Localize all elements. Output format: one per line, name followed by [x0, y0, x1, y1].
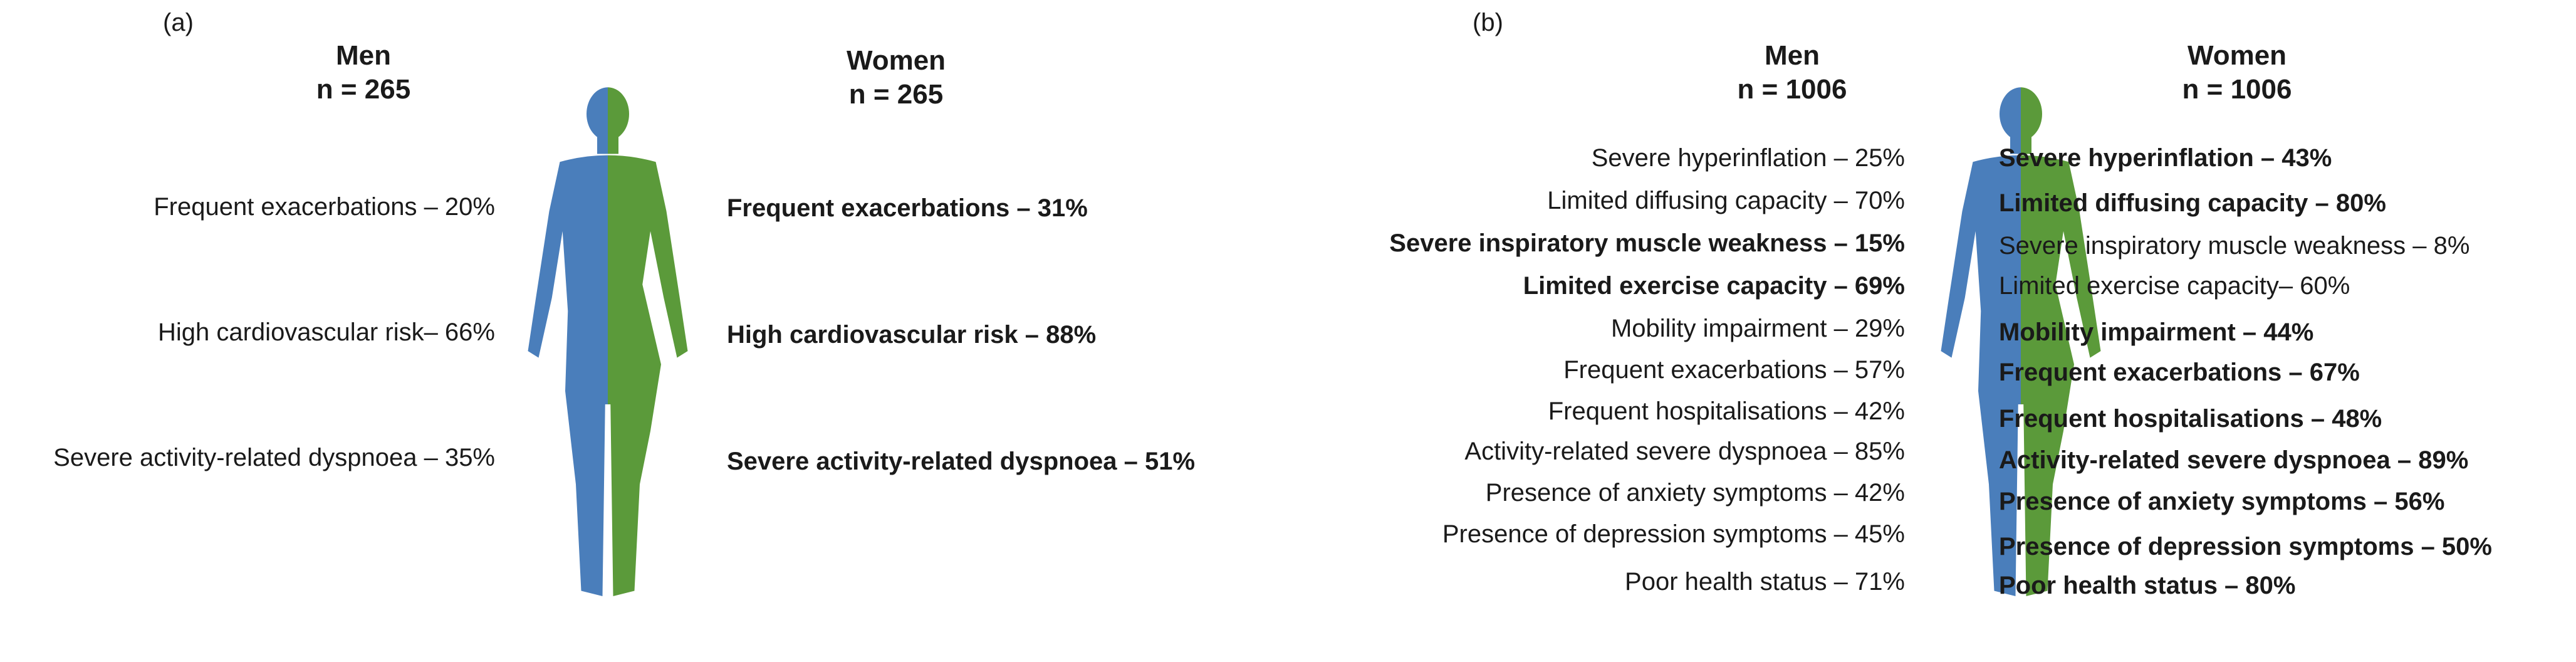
women-title: Women [2187, 40, 2287, 71]
finding-item: Limited diffusing capacity – 70% [1547, 187, 1905, 214]
finding-item: Frequent exacerbations – 67% [1999, 359, 2360, 386]
panel-b-women-header [2112, 39, 2362, 107]
panel-a-label: (a) [163, 9, 194, 36]
finding-item: Poor health status – 71% [1625, 568, 1905, 596]
finding-item: Frequent exacerbations – 57% [1563, 356, 1905, 384]
panel-a-body-figure [501, 56, 714, 646]
finding-item: Presence of anxiety symptoms – 42% [1485, 479, 1905, 507]
finding-item: Mobility impairment – 29% [1610, 315, 1905, 342]
women-n: n = 265 [848, 79, 944, 110]
women-half [528, 87, 688, 596]
women-title: Women [846, 45, 946, 76]
finding-item: Activity-related severe dyspnoea – 85% [1464, 438, 1905, 465]
finding-item: High cardiovascular risk– 66% [157, 318, 495, 346]
finding-item: Severe inspiratory muscle weakness – 15% [1389, 229, 1905, 257]
finding-item: Severe hyperinflation – 43% [1999, 144, 2332, 172]
finding-item: Presence of depression symptoms – 50% [1999, 533, 2492, 560]
finding-item: High cardiovascular risk – 88% [727, 321, 1097, 349]
finding-item: Poor health status – 80% [1999, 572, 2296, 599]
finding-item: Severe inspiratory muscle weakness – 8% [1999, 232, 2470, 260]
finding-item: Severe hyperinflation – 25% [1591, 144, 1905, 172]
finding-item: Limited exercise capacity– 60% [1999, 272, 2350, 300]
panel-a [0, 0, 1253, 662]
panel-b-label: (b) [1473, 9, 1503, 36]
finding-item: Severe activity-related dyspnoea – 35% [53, 444, 495, 471]
men-title: Men [336, 40, 391, 71]
finding-item: Activity-related severe dyspnoea – 89% [1999, 446, 2469, 474]
panel-a-men-header [238, 39, 489, 107]
finding-item: Presence of anxiety symptoms – 56% [1999, 488, 2445, 515]
women-n: n = 1006 [2182, 74, 2292, 105]
finding-item: Presence of depression symptoms – 45% [1442, 520, 1905, 548]
finding-item: Frequent exacerbations – 20% [154, 193, 495, 221]
finding-item: Limited exercise capacity – 69% [1523, 272, 1905, 300]
panel-b-men-header [1667, 39, 1917, 107]
men-n: n = 1006 [1737, 74, 1847, 105]
finding-item: Frequent hospitalisations – 48% [1999, 405, 2382, 433]
panel-b [1285, 0, 2576, 662]
men-title: Men [1765, 40, 1820, 71]
finding-item: Frequent hospitalisations – 42% [1548, 397, 1905, 425]
finding-item: Mobility impairment – 44% [1999, 318, 2314, 346]
men-n: n = 265 [316, 74, 411, 105]
finding-item: Severe activity-related dyspnoea – 51% [727, 448, 1196, 475]
panel-a-women-header [771, 44, 1021, 112]
finding-item: Frequent exacerbations – 31% [727, 194, 1088, 222]
finding-item: Limited diffusing capacity – 80% [1999, 189, 2386, 217]
